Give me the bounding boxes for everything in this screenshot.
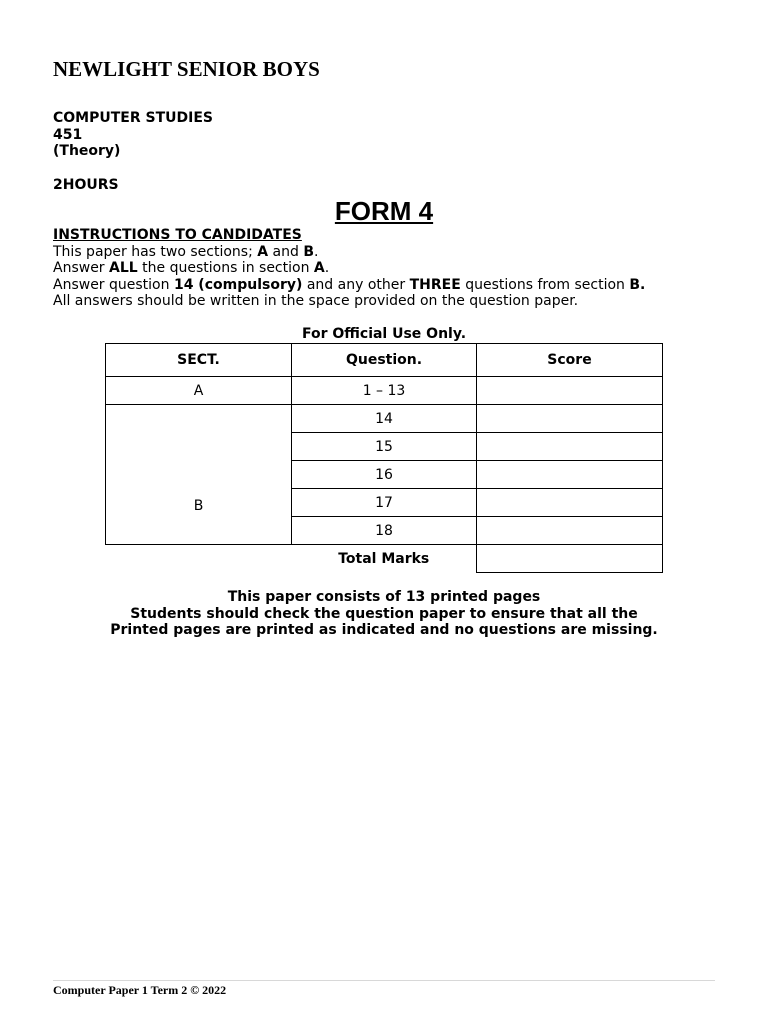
- instructions: [53, 227, 645, 310]
- instruction-text: questions from section: [460, 276, 630, 293]
- instruction-text: and: [268, 243, 304, 260]
- question-cell: 17: [292, 489, 477, 517]
- instruction-text: .: [314, 243, 319, 260]
- total-row: [106, 545, 663, 573]
- empty-cell: [106, 545, 292, 573]
- instruction-emphasis: THREE: [409, 276, 461, 293]
- score-cell: [477, 405, 663, 433]
- total-score-cell: [477, 545, 663, 573]
- question-cell: 15: [292, 433, 477, 461]
- form-title: FORM 4: [334, 196, 434, 226]
- question-cell: 16: [292, 461, 477, 489]
- instruction-text: This paper has two sections;: [53, 243, 258, 260]
- table-row: [106, 405, 663, 433]
- question-cell: 14: [292, 405, 477, 433]
- instruction-emphasis: A: [313, 260, 325, 276]
- page-footer: Computer Paper 1 Term 2 © 2022: [53, 983, 227, 997]
- question-cell: 18: [292, 517, 477, 545]
- instruction-emphasis: 14 (compulsory): [173, 276, 303, 293]
- score-cell: [477, 461, 663, 489]
- score-cell: [477, 433, 663, 461]
- question-range-cell: 1 – 13: [292, 377, 477, 405]
- total-marks-label: Total Marks: [292, 545, 477, 573]
- section-b-label: B: [193, 497, 204, 514]
- score-cell: [477, 489, 663, 517]
- instruction-text: Answer: [53, 260, 110, 276]
- instruction-text: Answer question: [53, 276, 174, 293]
- notice-line-3: Printed pages are printed as indicated and no questions are missing.: [110, 622, 658, 638]
- table-row: [106, 377, 663, 405]
- page-notice: [0, 589, 768, 639]
- instruction-line-3: [53, 277, 645, 294]
- instruction-text: .: [324, 260, 330, 276]
- instruction-emphasis: B: [303, 243, 315, 260]
- table-header-row: [106, 344, 663, 377]
- official-use-caption: For Official Use Only.: [301, 326, 467, 342]
- instruction-emphasis: A: [257, 243, 269, 260]
- instruction-emphasis: B.: [629, 276, 646, 293]
- score-table: [105, 343, 663, 573]
- subject-name: COMPUTER STUDIES: [53, 110, 213, 126]
- instruction-line-4: All answers should be written in the space provided on the question paper.: [53, 293, 579, 309]
- instruction-emphasis: ALL: [109, 260, 138, 276]
- notice-line-2: Students should check the question paper to ensure that all the: [130, 605, 638, 622]
- instruction-line-2: [53, 260, 645, 277]
- exam-duration: 2HOURS: [53, 177, 119, 193]
- score-cell: [477, 377, 663, 405]
- instruction-line-1: [53, 244, 645, 261]
- school-name: NEWLIGHT SENIOR BOYS: [53, 57, 320, 81]
- header-section: SECT.: [106, 344, 292, 377]
- instruction-text: and any other: [302, 276, 410, 293]
- score-cell: [477, 517, 663, 545]
- section-b-cell: [106, 405, 292, 545]
- notice-line-1: This paper consists of 13 printed pages: [227, 589, 541, 605]
- instructions-heading: INSTRUCTIONS TO CANDIDATES: [53, 227, 302, 243]
- header-question: Question.: [292, 344, 477, 377]
- exam-details: [53, 110, 213, 160]
- section-a-cell: A: [106, 377, 292, 405]
- header-score: Score: [477, 344, 663, 377]
- footer-divider: [53, 980, 715, 981]
- paper-type: (Theory): [53, 143, 121, 159]
- subject-code: 451: [53, 126, 83, 143]
- instruction-text: the questions in section: [137, 260, 314, 276]
